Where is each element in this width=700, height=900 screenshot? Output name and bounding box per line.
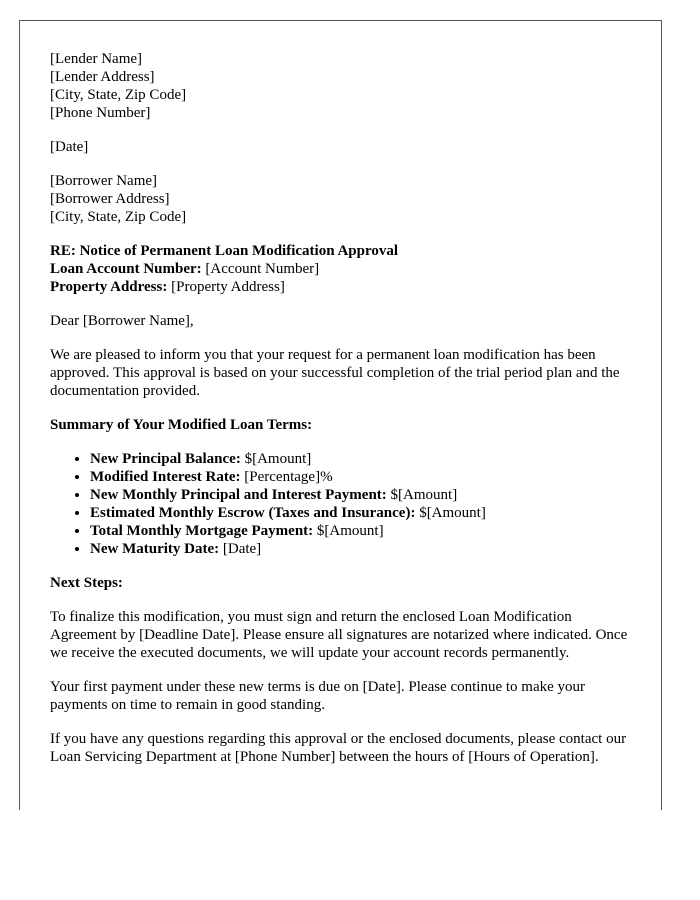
re-subject: [50, 242, 640, 260]
lender-city-state-zip: [City, State, Zip Code]: [50, 87, 187, 103]
list-item: [90, 468, 640, 486]
term-value: $[Amount]: [313, 523, 384, 539]
lender-address: [Lender Address]: [50, 69, 155, 85]
list-item: [90, 540, 640, 558]
letter-content: [50, 50, 640, 782]
borrower-address: [Borrower Address]: [50, 191, 170, 207]
borrower-city-state-zip: [City, State, Zip Code]: [50, 209, 187, 225]
borrower-name: [Borrower Name]: [50, 173, 158, 189]
list-item: [90, 504, 640, 522]
re-block: [50, 242, 640, 296]
term-value: $[Amount]: [415, 505, 486, 521]
loan-account-value: [Account Number]: [201, 261, 320, 277]
loan-account-label: Loan Account Number:: [50, 261, 202, 277]
property-address-label: Property Address:: [50, 279, 168, 295]
lender-phone: [Phone Number]: [50, 105, 151, 121]
property-address-line: [50, 278, 640, 296]
re-subject-text: RE: Notice of Permanent Loan Modification Approval: [50, 243, 399, 259]
payment-due-paragraph: Your first payment under these new terms is due on [Date]. Please continue to make your payments on time to remain in good standing.: [50, 679, 586, 713]
term-value: [Percentage]%: [240, 469, 333, 485]
next-steps-heading: [50, 574, 640, 592]
lender-address-block: [50, 50, 640, 122]
loan-account-line: [50, 260, 640, 278]
salutation: Dear [Borrower Name],: [50, 313, 194, 329]
list-item: [90, 486, 640, 504]
term-label: Modified Interest Rate:: [90, 469, 241, 485]
term-label: New Monthly Principal and Interest Payment:: [90, 487, 387, 503]
list-item: [90, 522, 640, 540]
next-steps-heading-text: Next Steps:: [50, 575, 123, 591]
letter-date-block: [50, 138, 640, 156]
loan-terms-list: [50, 450, 640, 558]
term-value: $[Amount]: [240, 451, 312, 467]
intro-paragraph: We are pleased to inform you that your request for a permanent loan modification has been approved. This approval is based on your successful completion of the trial period plan and the documentation provided.: [50, 347, 620, 399]
list-item: [90, 450, 640, 468]
property-address-value: [Property Address]: [167, 279, 285, 295]
summary-heading: [50, 416, 640, 434]
term-value: $[Amount]: [386, 487, 458, 503]
letter-date: [Date]: [50, 139, 89, 155]
term-label: New Principal Balance:: [90, 451, 241, 467]
contact-paragraph: If you have any questions regarding this approval or the enclosed documents, please contact our Loan Servicing Department at [Phone Number] between the hours of [Hours of Operation].: [50, 731, 627, 765]
borrower-address-block: [50, 172, 640, 226]
lender-name: [Lender Name]: [50, 51, 143, 67]
term-label: Total Monthly Mortgage Payment:: [90, 523, 314, 539]
next-steps-paragraph: To finalize this modification, you must sign and return the enclosed Loan Modification Agreement by [Deadline Date]. Please ensure all signatures are notarized where indicated. Once we receive the executed documents, we will update your account records permanently.: [50, 609, 628, 661]
term-label: New Maturity Date:: [90, 541, 220, 557]
letter-page: [19, 20, 662, 810]
term-label: Estimated Monthly Escrow (Taxes and Insurance):: [90, 505, 416, 521]
term-value: [Date]: [219, 541, 262, 557]
summary-heading-text: Summary of Your Modified Loan Terms:: [50, 417, 313, 433]
